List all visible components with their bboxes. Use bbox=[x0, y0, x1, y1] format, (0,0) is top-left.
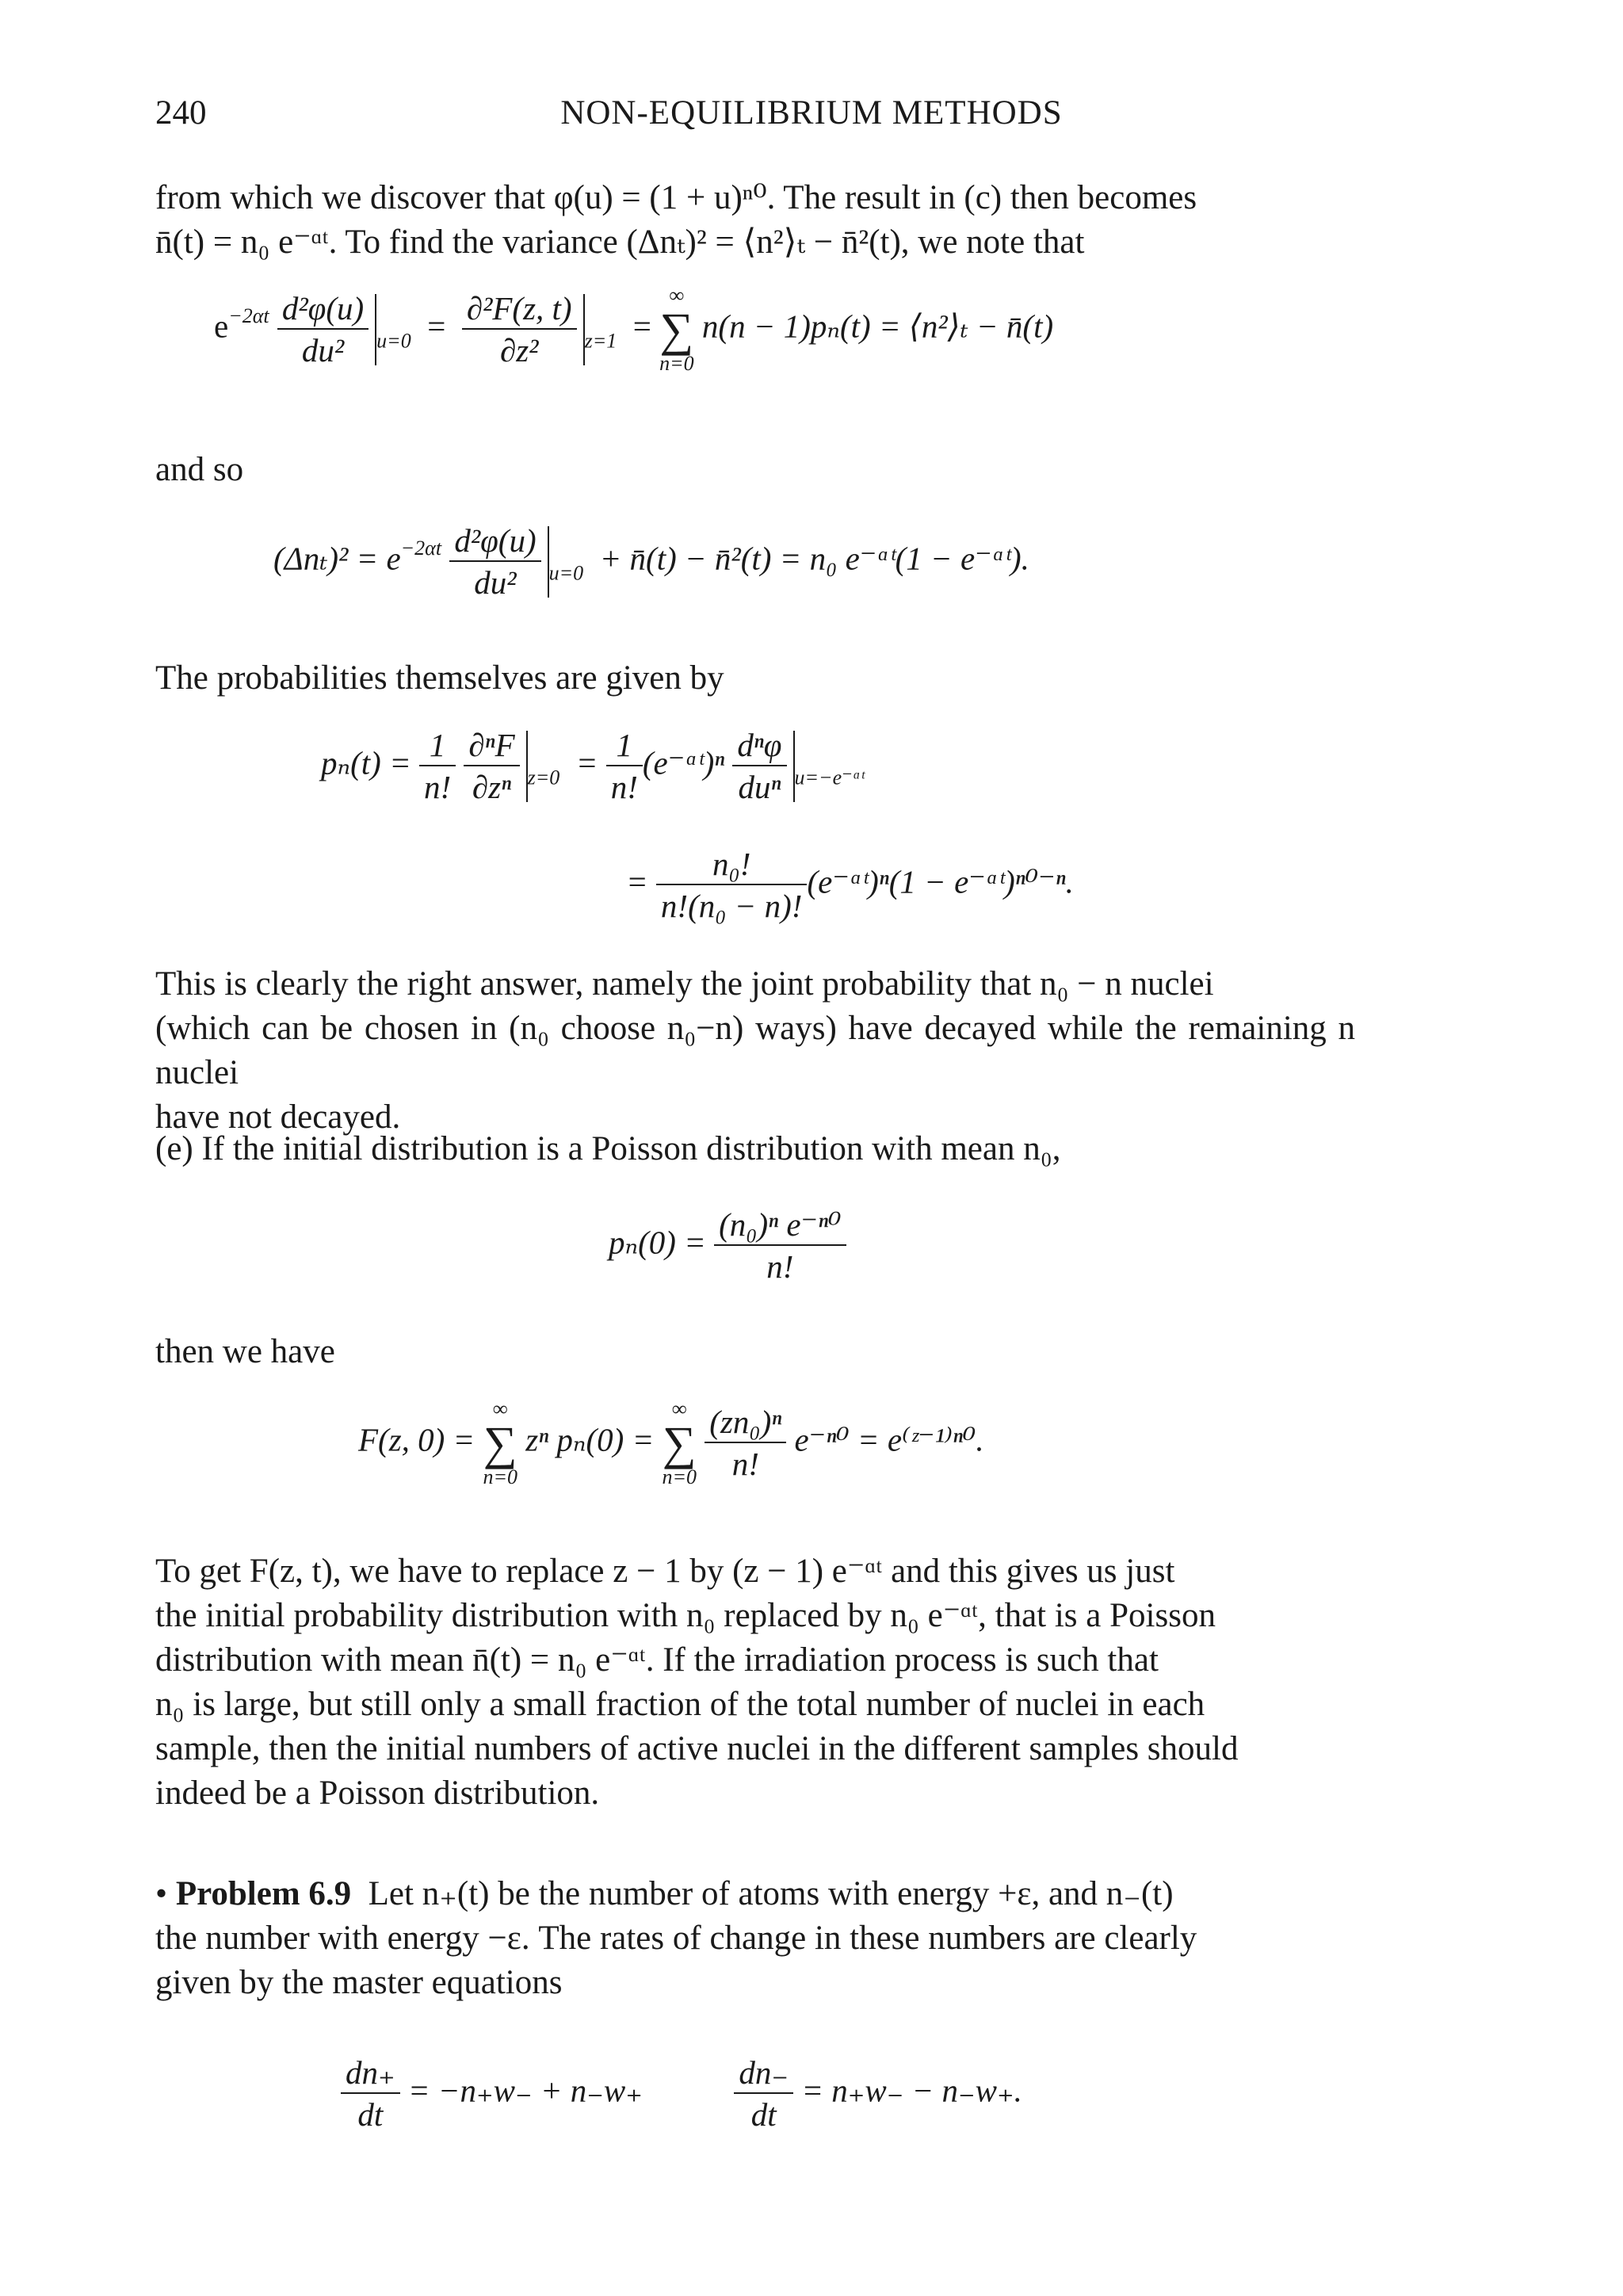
equation-master-equations bbox=[341, 2054, 1022, 2133]
text-line: To get F(z, t), we have to replace z − 1 by (z − 1) e⁻ᵅᵗ and this gives us just bbox=[155, 1553, 1175, 1590]
page-header bbox=[155, 94, 1468, 141]
page-number: 240 bbox=[155, 94, 207, 132]
eval-point: z=1 bbox=[584, 329, 617, 353]
text-line: the number with energy −ε. The rates of change in these numbers are clearly bbox=[155, 1920, 1197, 1957]
paragraph-get-F bbox=[155, 1549, 1355, 1816]
text-line: n̄(t) = n₀ e⁻ᵅᵗ. To find the variance (Δnₜ)² = ⟨n²⟩ₜ − n̄²(t), we note that bbox=[155, 223, 1085, 261]
paragraph-part-e bbox=[155, 1127, 1355, 1171]
problem-heading-line bbox=[155, 1872, 1355, 1916]
eq-lhs: (Δnₜ)² = e bbox=[273, 540, 401, 577]
fraction: $\frac{\text{d²φ(u)}}{\text{du²}}$ bbox=[449, 525, 540, 599]
text-line: the initial probability distribution with n₀ replaced by n₀ e⁻ᵅᵗ, that is a Poisson bbox=[155, 1597, 1216, 1634]
eval-point: u=0 bbox=[548, 561, 584, 585]
eval-point: u=−e⁻ᵅᵗ bbox=[794, 766, 865, 789]
equation-poisson bbox=[609, 1206, 846, 1285]
text-line: Let n₊(t) be the number of atoms with energy +ε, and n₋(t) bbox=[368, 1875, 1174, 1912]
sum-operator: ∞ ∑ n=0 bbox=[659, 284, 694, 375]
text-line: sample, then the initial numbers of active nuclei in the different samples should bbox=[155, 1730, 1239, 1767]
paragraph-right-answer bbox=[155, 962, 1355, 1140]
text-and-so bbox=[155, 448, 1355, 492]
eq-rhs: n(n − 1)pₙ(t) = ⟨n²⟩ₜ − n̄(t) bbox=[701, 308, 1054, 345]
text-line: from which we discover that φ(u) = (1 + u)ⁿ⁰. The result in (c) then becomes bbox=[155, 179, 1197, 216]
eq-lhs: pₙ(0) = bbox=[609, 1224, 706, 1261]
equation-second-derivative: $e^{-2\alpha t}$ $\frac{\text{d²φ(u)}}{\text{du²}}$ $_{u=0}$ = $\frac{\text{∂²F(z, t)}}{\text{∂z²}}$ $_{z=1}$ = ∞ ∑ n=0 n(n − 1)pₙ(t) = ⟨n²⟩ₜ − n̄(t) bbox=[214, 284, 1054, 375]
eq-rhs: (e⁻ᵅᵗ)ⁿ(1 − e⁻ᵅᵗ)ⁿ⁰⁻ⁿ. bbox=[807, 863, 1074, 900]
text-line: and so bbox=[155, 451, 244, 488]
eval-point: z=0 bbox=[527, 766, 560, 789]
problem-6-9 bbox=[155, 1872, 1355, 2005]
bullet: • bbox=[155, 1875, 168, 1912]
eq-prefactor: e bbox=[214, 308, 229, 345]
text-line: have not decayed. bbox=[155, 1098, 401, 1136]
problem-title: Problem 6.9 bbox=[175, 1875, 352, 1912]
eq-term: zⁿ pₙ(0) = bbox=[525, 1421, 655, 1458]
paragraph-intro bbox=[155, 176, 1355, 265]
fraction: $\frac{\text{(n₀)ⁿ e⁻ⁿ⁰}}{n!}$ bbox=[714, 1209, 846, 1283]
fraction: $\frac{dn_+}{dt}$ bbox=[341, 2057, 400, 2131]
fraction: $\frac{\text{∂ⁿF}}{\text{∂zⁿ}}$ bbox=[464, 729, 519, 804]
eq-rhs: = n₊w₋ − n₋w₊. bbox=[801, 2072, 1022, 2109]
text-then-we-have bbox=[155, 1330, 1355, 1374]
sum-operator: ∞ ∑ n=0 bbox=[483, 1397, 518, 1488]
fraction: $\frac{\text{n₀!}}{\text{n!(n₀ − n)!}}$ bbox=[656, 848, 808, 923]
running-title: NON-EQUILIBRIUM METHODS bbox=[560, 94, 1063, 132]
eq-lhs: F(z, 0) = bbox=[358, 1421, 475, 1458]
fraction: $\frac{1}{n!}$ bbox=[606, 729, 643, 804]
equation-generating-function bbox=[358, 1399, 984, 1488]
equation-variance bbox=[273, 522, 1029, 601]
eq-exponent: −2αt bbox=[400, 537, 442, 560]
fraction: $\frac{\text{dⁿφ}}{\text{duⁿ}}$ bbox=[732, 729, 786, 804]
eq-lhs: pₙ(t) = bbox=[321, 744, 411, 781]
text-line: distribution with mean n̄(t) = n₀ e⁻ᵅᵗ. If the irradiation process is such that bbox=[155, 1641, 1159, 1679]
eq-rhs: = −n₊w₋ + n₋w₊ bbox=[407, 2072, 643, 2109]
text-line: (e) If the initial distribution is a Poisson distribution with mean n₀, bbox=[155, 1130, 1061, 1167]
eq-term: (e⁻ᵅᵗ)ⁿ bbox=[642, 744, 725, 781]
text-line: then we have bbox=[155, 1333, 335, 1370]
eq-exponent: −2αt bbox=[228, 304, 269, 328]
fraction: $\frac{dn_-}{dt}$ bbox=[734, 2057, 793, 2131]
sum-operator: ∞ ∑ n=0 bbox=[662, 1397, 697, 1488]
fraction: $\frac{\text{d²φ(u)}}{\text{du²}}$ bbox=[277, 292, 369, 367]
fraction: $\frac{\text{(zn₀)ⁿ}}{n!}$ bbox=[705, 1406, 786, 1480]
fraction: $\frac{\text{∂²F(z, t)}}{\text{∂z²}}$ bbox=[462, 292, 577, 367]
equation-probabilities-line2: = $\frac{\text{n₀!}}{\text{n!(n₀ − n)!}}$ (e⁻ᵅᵗ)ⁿ(1 − e⁻ᵅᵗ)ⁿ⁰⁻ⁿ. bbox=[626, 846, 1074, 924]
text-line: indeed be a Poisson distribution. bbox=[155, 1775, 600, 1812]
text-line: This is clearly the right answer, namely the joint probability that n₀ − n nuclei bbox=[155, 965, 1214, 1003]
fraction: $\frac{1}{n!}$ bbox=[419, 729, 456, 804]
text-line: n₀ is large, but still only a small fraction of the total number of nuclei in each bbox=[155, 1686, 1205, 1723]
text-line: (which can be chosen in (n₀ choose n₀−n) ways) have decayed while the remaining n nuclei bbox=[155, 1010, 1355, 1091]
eq-rhs: e⁻ⁿ⁰ = e⁽ᶻ⁻¹⁾ⁿ⁰. bbox=[794, 1421, 984, 1458]
text-line: given by the master equations bbox=[155, 1964, 563, 2001]
text-line: The probabilities themselves are given by bbox=[155, 659, 724, 697]
equation-probabilities-line1: pₙ(t) = $\frac{1}{n!}$ $\frac{\text{∂ⁿF}}{\text{∂zⁿ}}$ $_{z=0}$ = $\frac{1}{n!}$ (e⁻ᵅᵗ)ⁿ $\frac{\text{dⁿφ}}{\text{duⁿ}}$ $_{u=-e^-ᵅᵗ}$ bbox=[321, 727, 865, 805]
eq-rhs: + n̄(t) − n̄²(t) = n₀ e⁻ᵅᵗ(1 − e⁻ᵅᵗ). bbox=[599, 540, 1029, 577]
text-probabilities bbox=[155, 656, 1355, 701]
eval-point: u=0 bbox=[376, 329, 411, 353]
